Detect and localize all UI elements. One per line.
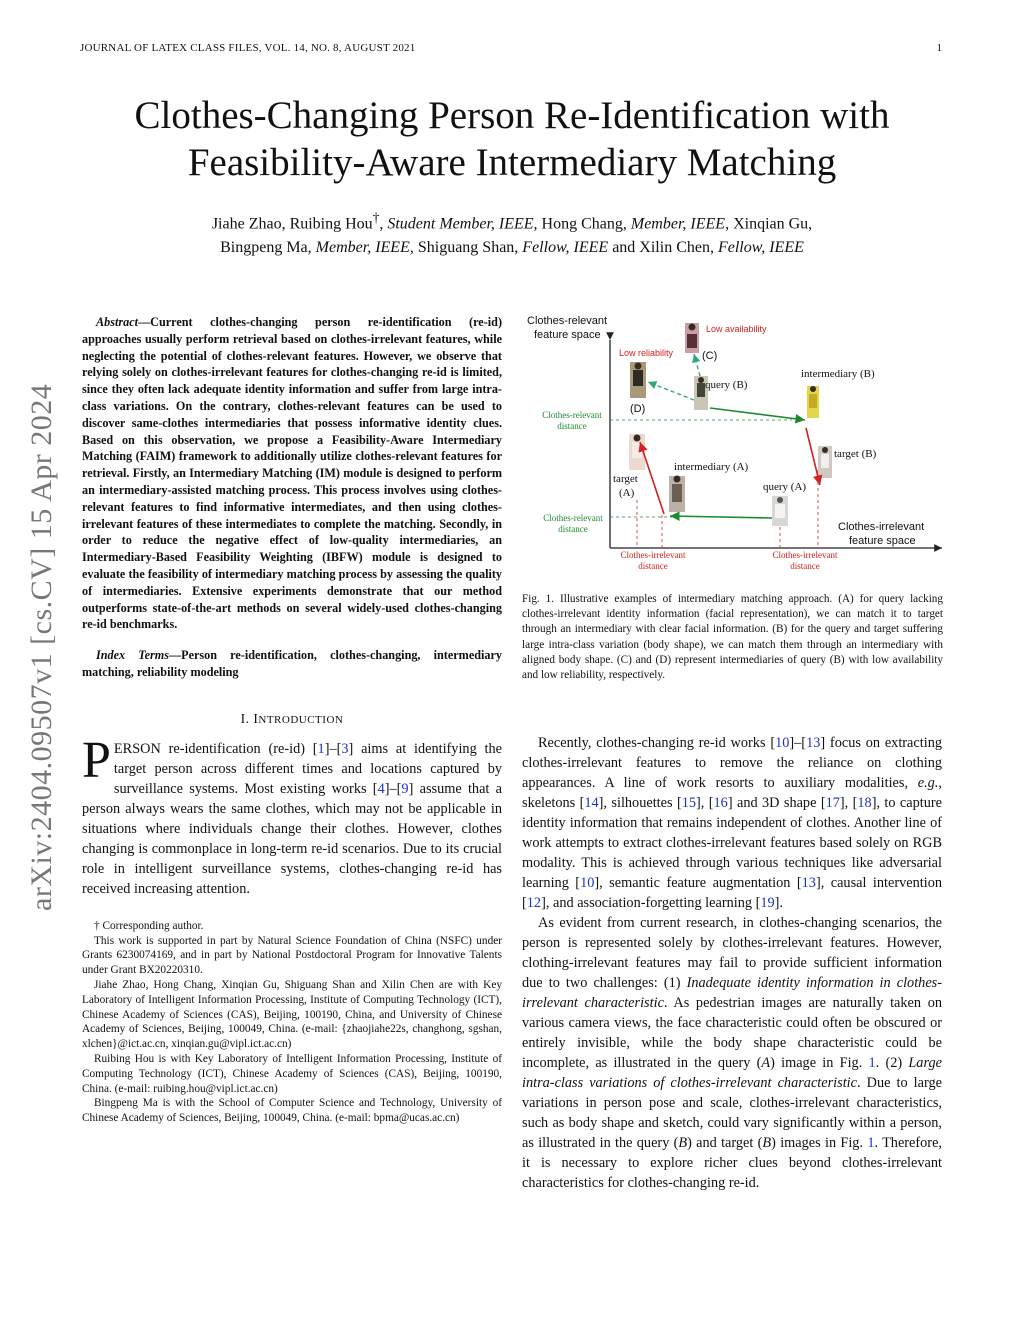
text: ] focus on extracting clothes-irrelevant features to remove the reliance on clothing appearances. A line of work resorts to auxiliary modalities,: [522, 735, 942, 791]
arrow-to-c: [694, 354, 700, 376]
author-role: Fellow, IEEE: [717, 239, 804, 257]
text: ) and target (: [687, 1135, 763, 1151]
text: ], semantic feature augmentation [: [594, 875, 802, 891]
citation-link[interactable]: 10: [775, 735, 790, 751]
citation-link[interactable]: 16: [713, 795, 728, 811]
person-image-intermediary-a: [669, 476, 685, 513]
math-symbol: A: [761, 1055, 771, 1071]
label-query-a: query (A): [763, 481, 807, 493]
person-image-intermediary-b: [807, 386, 819, 418]
running-header: JOURNAL OF LATEX CLASS FILES, VOL. 14, NO. 8, AUGUST 2021: [80, 42, 416, 54]
arrow-query-a-to-intermediary-a: [670, 516, 772, 518]
figure-link[interactable]: 1: [868, 1055, 876, 1071]
footnotes: [82, 919, 502, 1126]
person-image-target-b: [818, 446, 832, 478]
figure-1-diagram: [522, 310, 952, 590]
figure-link[interactable]: 1: [867, 1135, 875, 1151]
text: ], and association-forgetting learning [: [541, 895, 761, 911]
author-list: [100, 206, 924, 260]
intro-paragraph-1: [82, 731, 503, 899]
person-image-d: [630, 362, 646, 398]
text: ], [: [839, 795, 858, 811]
author-text: , Shiguang Shan,: [409, 239, 523, 257]
footnote-affiliation-3: Bingpeng Ma is with the School of Computer Science and Technology, University of Chinese Academy of Sciences, Beijing, 100049, China. (e-mail: bpma@ucas.ac.cn): [82, 1097, 502, 1125]
citation-link[interactable]: 14: [584, 795, 599, 811]
label-c: (C): [702, 350, 718, 362]
arrow-intermediary-a-to-target-a: [640, 442, 664, 514]
arrow-intermediary-b-to-target-b: [806, 428, 820, 485]
citation-link[interactable]: 18: [857, 795, 872, 811]
right-column: [522, 733, 942, 1193]
distance-label: Clothes-irrelevant: [620, 550, 686, 560]
author-text: , Xinqian Gu,: [725, 215, 813, 233]
y-axis-label: feature space: [534, 329, 601, 341]
arxiv-stamp: arXiv:2404.09507v1 [cs.CV] 15 Apr 2024: [25, 383, 58, 911]
label-d: (D): [630, 403, 646, 415]
math-symbol: B: [678, 1135, 688, 1151]
distance-label: distance: [557, 421, 587, 431]
footnote-affiliation-1: Jiahe Zhao, Hong Chang, Xinqian Gu, Shiguang Shan and Xilin Chen are with Key Laboratory of Intelligent Information Processing, Institute of Computing Technology (ICT), Chinese Academy of Sciences (CAS), Beijing, 100190, China, and University of Chinese Academy of Sciences, Beijing, 100049, China. (e-mail: {zhaojiahe22s, changhong, sgshan, xlchen}@ict.ac.cn, xinqian.gu@vipl.ict.ac.cn): [82, 978, 502, 1051]
author-text: Bingpeng Ma,: [220, 239, 316, 257]
text: . Due to large variations in person pose and scale, clothes-irrelevant characteristics, such as body shape and sketch, could vary significantly within a person, as illustrated in the query (: [522, 1075, 942, 1151]
low-availability-label: Low availability: [706, 324, 767, 334]
text: ].: [774, 895, 783, 911]
person-image-c: [685, 323, 699, 353]
text: ]–[: [324, 740, 342, 757]
author-text: and Xilin Chen,: [608, 239, 718, 257]
page-number: 1: [936, 42, 942, 54]
distance-label: distance: [790, 561, 820, 571]
label-target-a: (A): [619, 487, 635, 499]
arrow-query-b-to-intermediary-b: [710, 408, 805, 420]
text: Inadequate identity information in clothes-irrelevant characteristic: [522, 975, 943, 1011]
text: ] aims at identifying the target person across different times and locations captured by surveillance systems. Most existing works [: [113, 740, 502, 797]
x-axis-label: feature space: [849, 535, 916, 547]
dagger-mark: †: [372, 210, 380, 225]
author-line-2: [100, 236, 924, 260]
text: . Therefore, it is necessary to explore richer clues beyond clothes-irrelevant characteristics for clothes-changing re-id.: [522, 1135, 942, 1191]
author-role: Member, IEEE: [315, 239, 410, 257]
x-axis-label: Clothes-irrelevant: [838, 521, 925, 533]
label-intermediary-a: intermediary (A): [674, 461, 749, 473]
citation-link[interactable]: 15: [681, 795, 697, 811]
text: ] and 3D shape [: [727, 795, 826, 811]
text: ], [: [696, 795, 714, 811]
text: ) image in Fig.: [770, 1055, 869, 1071]
index-terms: [82, 647, 502, 681]
footnote-funding: This work is supported in part by Natural Science Foundation of China (NSFC) under Grants 6230074169, and in part by National Postdoctoral Program for Innovative Talents under Grant BX20220310.: [82, 934, 502, 977]
drop-cap: P: [82, 731, 111, 789]
body-paragraph-challenges: [522, 913, 942, 1193]
text: . (2): [875, 1055, 909, 1071]
citation-link[interactable]: 17: [825, 795, 840, 811]
distance-label: distance: [638, 561, 668, 571]
author-text: ,: [379, 215, 388, 233]
distance-label: Clothes-relevant: [542, 410, 602, 420]
author-text: Jiahe Zhao, Ruibing Hou: [211, 215, 373, 233]
section-numeral: I.: [240, 710, 254, 726]
text: ], to capture identity information that remains independent of clothes. Another line of work attempts to extract clothes-irrelevant features based solely on RGB modality. This is achieved through various techniques like adversarial learning [: [522, 795, 943, 891]
citation-link[interactable]: 9: [401, 780, 409, 797]
label-intermediary-b: intermediary (B): [801, 368, 875, 380]
author-text: , Hong Chang,: [533, 215, 631, 233]
text: ]–[: [789, 735, 807, 751]
citation-link[interactable]: 13: [806, 735, 821, 751]
distance-label: Clothes-relevant: [543, 513, 603, 523]
text: Large intra-class variations of clothes-irrelevant characteristic: [522, 1055, 942, 1091]
section-title-rest: NTRODUCTION: [258, 713, 344, 726]
citation-link[interactable]: 13: [801, 875, 816, 891]
text: ] assume that a person always wears the same clothes, which may not be applicable in situations where individuals change their clothes. However, clothes changing is commonplace in long-term re-id scenarios. Due to its crucial role in intelligent surveillance systems, clothes-changing re-id has received increasing attention.: [82, 780, 503, 897]
section-heading-introduction: [82, 711, 502, 727]
footnote-affiliation-2: Ruibing Hou is with Key Laboratory of Intelligent Information Processing, Institute of Computing Technology (ICT), Chinese Academy of Sciences (CAS), Beijing, 100190, China. (e-mail: ruibing.hou@vipl.ict.ac.cn): [82, 1052, 502, 1095]
index-terms-label: Index Terms: [96, 648, 169, 663]
citation-link[interactable]: 4: [377, 780, 385, 797]
section-title-initial: I: [253, 710, 259, 726]
author-role: Student Member, IEEE: [387, 215, 534, 233]
author-role: Member, IEEE: [630, 215, 726, 233]
text: ], causal intervention [: [522, 875, 943, 911]
text: Recently, clothes-changing re-id works [: [538, 735, 776, 751]
left-column: [82, 314, 502, 1126]
text: . As pedestrian images are naturally taken on various camera views, the face characteristic could often be obscured or entirely invisible, while the body shape characteristic could be incomplete, as illustrated in the query (: [522, 995, 942, 1071]
citation-link[interactable]: 1: [317, 740, 325, 757]
abstract-text: —Current clothes-changing person re-identification (re-id) approaches usually perform retrieval based on clothes-irrelevant features, while neglecting the potential of clothes-relevant features. However, we observe that relying solely on clothes-irrelevant features for clothes-changing re-id is limited, since they often lack adequate identity information and suffer from large intra-class variations. On the contrary, clothes-relevant features can be used to discover same-clothes intermediaries that possess informative identity clues. Based on this observation, we propose a Feasibility-Aware Intermediary Matching (FAIM) framework to additionally utilize clothes-relevant features for retrieval. Firstly, an Intermediary Matching (IM) module is designed to perform an intermediary-assisted matching process. This process involves using clothes-relevant features to find informative intermediates, and then using clothes-irrelevant features of these intermediates to complete the matching. Secondly, in order to reduce the negative effect of low-quality intermediaries, an Intermediary-Based Feasibility Weighting (IBFW) module is designed to evaluate the feasibility of intermediary matching process by assessing the quality of intermediaries. Extensive experiments demonstrate that our method outperforms state-of-the-art methods on several widely-used clothes-changing re-id benchmarks.: [82, 315, 502, 632]
text: ], silhouettes [: [598, 795, 682, 811]
distance-label: Clothes-irrelevant: [772, 550, 838, 560]
text: ERSON re-identification (re-id) [: [113, 740, 318, 757]
body-paragraph-related-work: [522, 733, 942, 913]
index-terms-text: —Person re-identification, clothes-changing, intermediary matching, reliability modeling: [82, 648, 502, 679]
author-line-1: [100, 206, 924, 236]
figure-1-caption: Fig. 1. Illustrative examples of intermediary matching approach. (A) for query lacking clothes-irrelevant identity information (facial representation), we can match it to target through an intermediary with clear facial information. (B) for the query and target suffering large intra-class variation (body shape), we can match them through an intermediary with aligned body shape. (C) and (D) represent intermediaries of query (B) with low availability and low reliability, respectively.: [522, 593, 943, 682]
text: As evident from current research, in clothes-changing scenarios, the person is represented solely by clothes-irrelevant features. However, clothing-irrelevant features may fail to provide sufficient information due to two challenges: (1): [522, 915, 942, 991]
label-query-b: query (B): [705, 379, 748, 391]
citation-link[interactable]: 10: [580, 875, 595, 891]
text: , skeletons [: [522, 775, 942, 811]
math-symbol: B: [762, 1135, 772, 1151]
distance-label: distance: [558, 524, 588, 534]
low-reliability-label: Low reliability: [619, 348, 674, 358]
label-target-b: target (B): [834, 448, 877, 460]
figure-1: [522, 310, 952, 590]
text: e.g.: [917, 775, 939, 791]
arrow-to-d: [648, 382, 694, 400]
label-target-a: target: [613, 473, 638, 485]
abstract: [82, 314, 502, 633]
y-axis-label: Clothes-relevant: [527, 315, 608, 327]
author-role: Fellow, IEEE: [522, 239, 609, 257]
text: ]–[: [384, 780, 402, 797]
footnote-corresponding: † Corresponding author.: [94, 919, 204, 932]
person-image-query-a: [772, 496, 788, 526]
text: ) images in Fig.: [771, 1135, 868, 1151]
citation-link[interactable]: 3: [341, 740, 349, 757]
citation-link[interactable]: 12: [526, 895, 542, 911]
abstract-label: Abstract: [96, 315, 138, 329]
paper-title: Clothes-Changing Person Re-Identification with Feasibility-Aware Intermediary Matching: [134, 94, 890, 184]
citation-link[interactable]: 19: [760, 895, 775, 911]
